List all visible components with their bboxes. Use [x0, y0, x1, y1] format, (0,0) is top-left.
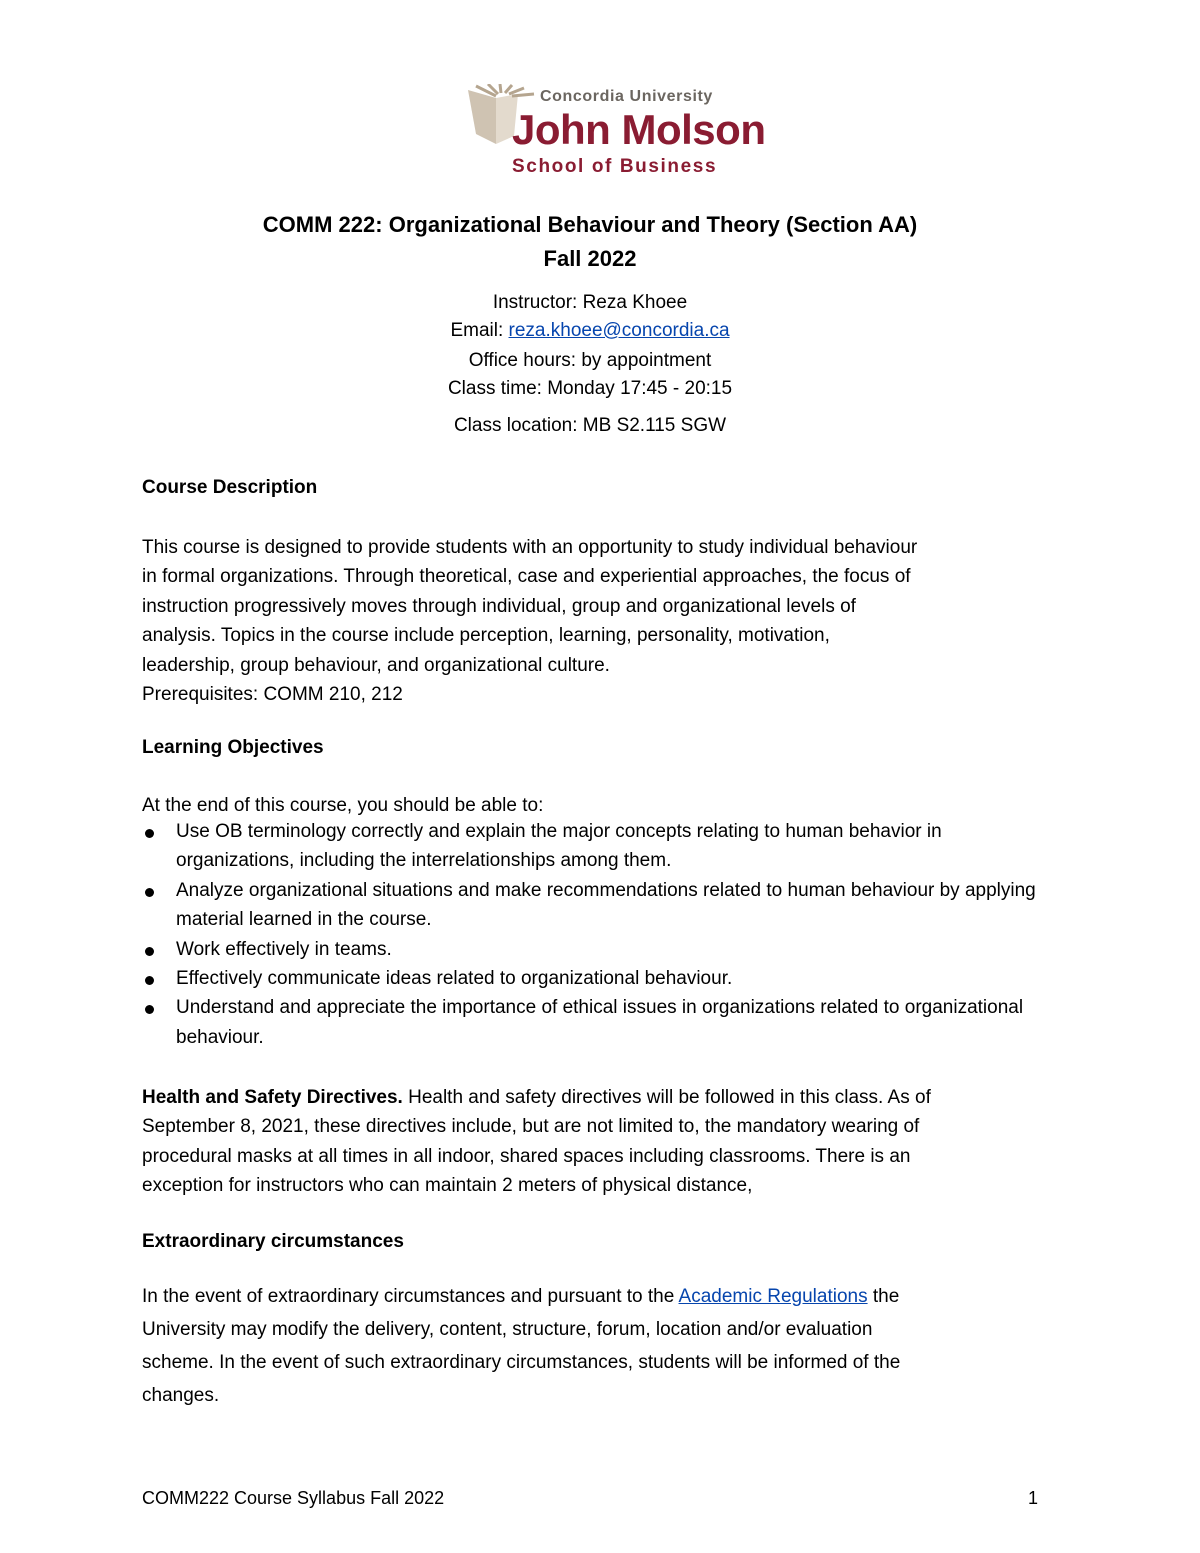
learning-objectives-intro — [142, 791, 1042, 820]
text-line: Health and Safety Directives. Health and safety directives will be followed in this class. As of — [142, 1087, 931, 1108]
extraordinary-heading: Extraordinary circumstances — [142, 1231, 404, 1252]
email-line — [0, 320, 1180, 342]
text-line: analysis. Topics in the course include perception, learning, personality, motivation, — [142, 625, 830, 647]
list-item: Use OB terminology correctly and explain the major concepts relating to human behavior in organizations, including the interrelationships among them. — [142, 817, 1042, 876]
course-description-heading: Course Description — [142, 477, 318, 498]
class-time-line: Class time: Monday 17:45 - 20:15 — [447, 378, 733, 399]
text-line: in formal organizations. Through theoretical, case and experiential approaches, the focus of — [142, 566, 911, 588]
email-label: Email: — [450, 320, 509, 341]
text-line: scheme. In the event of such extraordinary circumstances, students will be informed of the — [142, 1352, 901, 1373]
course-description-text — [142, 533, 1042, 709]
academic-regulations-link[interactable]: Academic Regulations — [678, 1286, 868, 1307]
extraordinary-text — [142, 1280, 1042, 1412]
bullet-icon — [145, 976, 154, 985]
intro-line: At the end of this course, you should be able to: — [142, 795, 544, 816]
text-line: In the event of extraordinary circumstances and pursuant to the Academic Regulations the — [142, 1286, 900, 1307]
page-number: 1 — [1028, 1488, 1039, 1508]
bullet-icon — [145, 888, 154, 897]
prerequisites-line: Prerequisites: COMM 210, 212 — [142, 684, 403, 706]
text-line: leadership, group behaviour, and organizational culture. — [142, 654, 610, 676]
bullet-icon — [145, 829, 154, 838]
list-item: Work effectively in teams. — [142, 935, 1042, 964]
bullet-icon — [145, 1005, 154, 1014]
course-term: Fall 2022 — [543, 246, 637, 271]
text-line: University may modify the delivery, content, structure, forum, location and/or evaluation — [142, 1319, 873, 1340]
learning-objectives-heading: Learning Objectives — [142, 737, 324, 758]
text-line: September 8, 2021, these directives include, but are not limited to, the mandatory wearing of — [142, 1116, 920, 1138]
objectives-list — [142, 817, 1042, 1052]
logo-name: John Molson — [512, 106, 766, 153]
list-item: Effectively communicate ideas related to organizational behaviour. — [142, 964, 1042, 993]
list-item: Analyze organizational situations and make recommendations related to human behaviour by applying material learned in the course. — [142, 876, 1042, 935]
text-line: This course is designed to provide students with an opportunity to study individual behaviour — [142, 537, 918, 558]
text-line: instruction progressively moves through individual, group and organizational levels of — [142, 595, 856, 617]
bullet-icon — [145, 947, 154, 956]
logo-university: Concordia University — [540, 88, 713, 105]
health-safety-heading: Health and Safety Directives. — [142, 1087, 403, 1108]
logo-school: School of Business — [512, 156, 718, 177]
health-safety-section — [142, 1083, 1042, 1201]
text-line: exception for instructors who can maintain 2 meters of physical distance, — [142, 1175, 753, 1197]
course-title: COMM 222: Organizational Behaviour and Theory (Section AA) — [262, 212, 918, 237]
footer-text: COMM222 Course Syllabus Fall 2022 — [142, 1488, 445, 1508]
instructor-line: Instructor: Reza Khoee — [492, 292, 688, 313]
text-line: procedural masks at all times in all indoor, shared spaces including classrooms. There is an — [142, 1145, 911, 1167]
text-line: changes. — [142, 1385, 220, 1406]
class-location-line: Class location: MB S2.115 SGW — [453, 415, 727, 436]
list-item: Understand and appreciate the importance of ethical issues in organizations related to organizational behaviour. — [142, 993, 1042, 1052]
email-link[interactable]: reza.khoee@concordia.ca — [508, 320, 730, 341]
jmsb-logo — [466, 84, 766, 184]
office-hours-line: Office hours: by appointment — [468, 350, 712, 371]
